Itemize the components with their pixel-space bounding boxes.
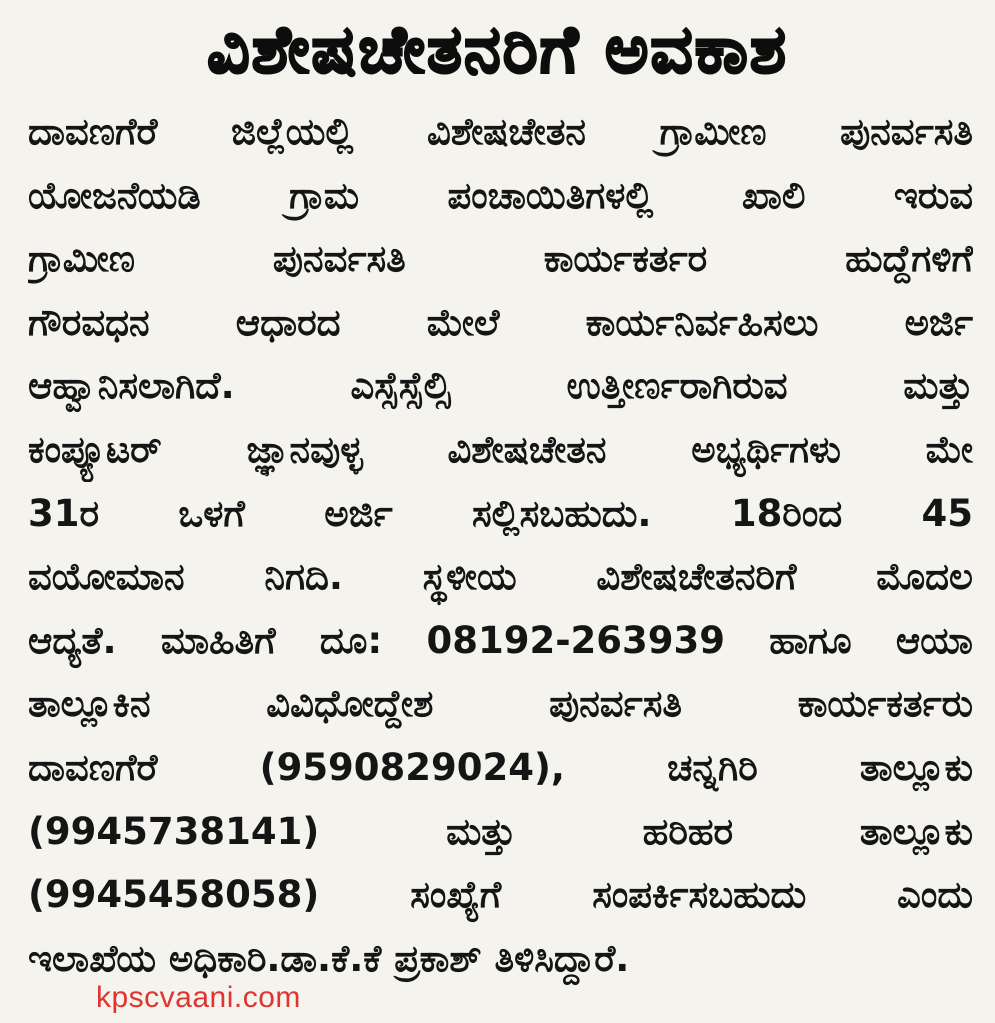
article-line: ಗ್ರಾಮೀಣ ಪುನರ್ವಸತಿ ಕಾರ್ಯಕರ್ತರ ಹುದ್ದೆಗಳಿಗೆ [28,237,973,281]
article-line: 31ರ ಒಳಗೆ ಅರ್ಜಿ ಸಲ್ಲಿಸಬಹುದು. 18ರಿಂದ 45 [28,491,973,535]
article-line: ದಾವಣಗೆರೆ (9590829024), ಚನ್ನಗಿರಿ ತಾಲ್ಲೂಕು [28,745,973,789]
article-line: ವಯೋಮಾನ ನಿಗದಿ. ಸ್ಥಳೀಯ ವಿಶೇಷಚೇತನರಿಗೆ ಮೊದಲ [28,555,973,599]
article-line: ದಾವಣಗೆರೆ ಜಿಲ್ಲೆಯಲ್ಲಿ ವಿಶೇಷಚೇತನ ಗ್ರಾಮೀಣ ಪುನರ್ವಸತಿ [28,110,973,153]
headline: ವಿಶೇಷಚೇತನರಿಗೆ ಅವಕಾಶ [207,11,788,88]
article-line: ತಾಲ್ಲೂಕಿನ ವಿವಿಧೋದ್ದೇಶ ಪುನರ್ವಸತಿ ಕಾರ್ಯಕರ್ತರು [28,682,973,726]
article-line: ಯೋಜನೆಯಡಿ ಗ್ರಾಮ ಪಂಚಾಯಿತಿಗಳಲ್ಲಿ ಖಾಲಿ ಇರುವ [28,173,973,217]
article-line: ಆಹ್ವಾನಿಸಲಾಗಿದೆ. ಎಸ್ಸೆಸ್ಸೆಲ್ಸಿ ಉತ್ತೀರ್ಣರಾಗಿರುವ ಮತ್ತು [28,364,973,408]
article-line-last: ಇಲಾಖೆಯ ಅಧಿಕಾರಿ.ಡಾ.ಕೆ.ಕೆ ಪ್ರಕಾಶ್ ತಿಳಿಸಿದ್ದಾರೆ. [28,936,630,980]
article-line: ಆದ್ಯತೆ. ಮಾಹಿತಿಗೆ ದೂ: 08192-263939 ಹಾಗೂ ಆಯಾ [28,618,973,662]
article-line: ಗೌರವಧನ ಆಧಾರದ ಮೇಲೆ ಕಾರ್ಯನಿರ್ವಹಿಸಲು ಅರ್ಜಿ [28,300,973,344]
watermark: kpscvaani.com [96,981,301,1014]
article-line: ಕಂಪ್ಯೂಟರ್ ಜ್ಞಾನವುಳ್ಳ ವಿಶೇಷಚೇತನ ಅಭ್ಯರ್ಥಿಗಳು ಮೇ [28,427,973,471]
article-line: (9945458058) ಸಂಖ್ಯೆಗೆ ಸಂಪರ್ಕಿಸಬಹುದು ಎಂದು [28,873,973,917]
article-body [28,100,973,990]
article-line: (9945738141) ಮತ್ತು ಹರಿಹರ ತಾಲ್ಲೂಕು [28,809,973,853]
